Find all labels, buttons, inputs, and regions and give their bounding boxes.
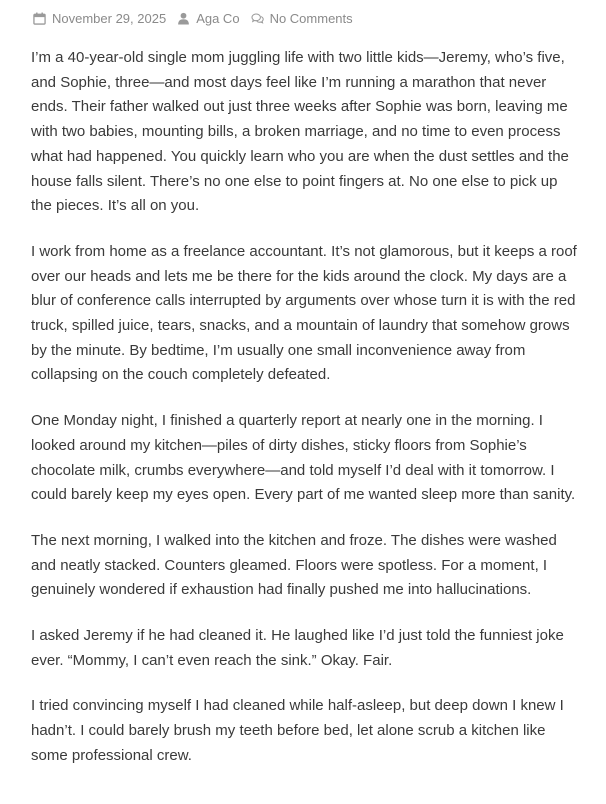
article-paragraph: I asked Jeremy if he had cleaned it. He laughed like I’d just told the funniest joke ever. “Mommy, I can’t even reach the sink.” Okay. Fair.	[31, 627, 564, 669]
article-paragraph: I’m a 40-year-old single mom juggling life with two little kids—Jeremy, who’s five, and Sophie, three—and most days feel like I’m running a marathon that never ends. Their father walked out just three weeks after Sophie was born, leaving me with two babies, mounting bills, a broken marriage, and no time to even process what had happened. You quickly learn who you are when the dust settles and the house falls silent. There’s no one else to point fingers at. No one else to pick up the pieces. It’s all on you.	[31, 49, 569, 215]
post-comments[interactable]	[251, 11, 353, 26]
article-paragraph: I work from home as a freelance accountant. It’s not glamorous, but it keeps a roof over our heads and lets me be there for the kids around the clock. My days are a blur of conference calls interrupted by arguments over whose turn it is with the red truck, spilled juice, tears, snacks, and a mountain of laundry that somehow grows by the minute. By bedtime, I’m usually one small inconvenience away from collapsing on the couch completely defeated.	[31, 242, 577, 384]
comments-icon	[251, 12, 264, 25]
article-paragraph: The next morning, I walked into the kitchen and froze. The dishes were washed and neatly stacked. Counters gleamed. Floors were spotless. For a moment, I genuinely wondered if exhaustion had finally pushed me into hallucinations.	[31, 531, 557, 599]
post-date[interactable]	[33, 11, 166, 26]
post-author-link[interactable]: Aga Co	[196, 10, 240, 26]
post-meta	[33, 10, 364, 26]
article-paragraph: One Monday night, I finished a quarterly report at nearly one in the morning. I looked around my kitchen—piles of dirty dishes, sticky floors from Sophie’s chocolate milk, crumbs everywhere—and told myself I’d deal with it tomorrow. I could barely keep my eyes open. Every part of me wanted sleep more than sanity.	[31, 412, 576, 504]
post-author[interactable]	[177, 11, 239, 26]
calendar-icon	[33, 12, 46, 25]
user-icon	[177, 12, 190, 25]
post-date-link[interactable]: November 29, 2025	[52, 10, 167, 26]
article-paragraph: I tried convincing myself I had cleaned while half-asleep, but deep down I knew I hadn’t. I could barely brush my teeth before bed, let alone scrub a kitchen like some professional crew.	[31, 697, 564, 764]
post-comments-link[interactable]: No Comments	[269, 10, 353, 26]
article-body	[31, 46, 579, 789]
